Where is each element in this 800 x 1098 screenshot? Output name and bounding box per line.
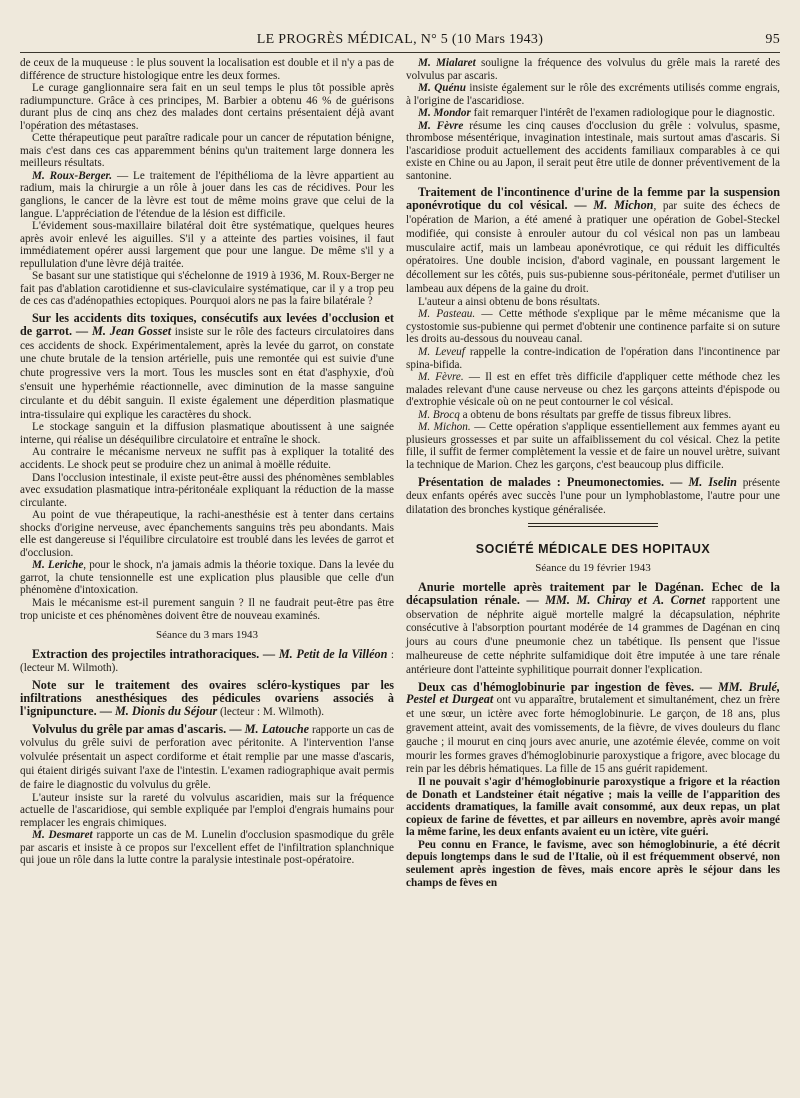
paragraph bbox=[406, 308, 780, 346]
paragraph: Il ne pouvait s'agir d'hémoglobinurie paroxystique a frigore et la réaction de Donath et Landsteiner était négative ; mais la veille de l'apparition des accidents dramatiques, la famille avait consommé, aux deux repas, un plat copieux de farine de févettes, et par ailleurs en novembre, après avoir mangé la même farine, les deux enfants avaient eu un ictère, vite guéri. bbox=[406, 776, 780, 839]
paragraph-text: , pour le shock, n'a jamais admis la théorie toxique. Dans la levée du garrot, la chute tensionnelle est une explication plus plausible que celle d'un phénomène d'intoxication. bbox=[20, 559, 394, 597]
heading-title: Traitement de l'incontinence d'urine de la femme par la suspension aponévrotique du col vésical. — bbox=[406, 185, 780, 213]
heading-title: Extraction des projectiles intrathoraciques. — bbox=[32, 646, 276, 661]
author-name: M. Desmaret bbox=[32, 829, 93, 842]
paragraph-text: présente deux enfants opérés avec succès l'une pour un lymphoblastome, l'autre pour une dilatation des bronches kystique généralisée. bbox=[406, 476, 780, 517]
paragraph: Se basant sur une statistique qui s'échelonne de 1919 à 1936, M. Roux-Berger ne fait pas d'ablation carotidienne et sus-claviculaire systématique, car il y a trop peu de ces cas d'adénopathies ectopiques. Pourquoi alors ne pas la faire bilatérale ? bbox=[20, 270, 394, 308]
author-name: M. Latouche bbox=[241, 721, 310, 736]
heading-title: Présentation de malades : Pneumonectomies. — bbox=[418, 474, 683, 489]
section-heading bbox=[406, 186, 780, 295]
paragraph-text: résume les cinq causes d'occlusion du grêle : volvulus, spasme, thrombose mésentérique, invagination intestinale, mais surtout amas d'ascaris. Si l'ascaridiose produit actuellement des accidents familiaux comparables à ce qui existe en Chine ou au Japon, il serait peut être utile de donner préventivement de la santonine. bbox=[406, 119, 780, 182]
paragraph-text: insiste également sur le rôle des excréments utilisés comme engrais, à l'origine de l'ascaridiose. bbox=[406, 82, 780, 107]
page-number: 95 bbox=[765, 32, 780, 47]
author-name: M. Pasteau. bbox=[418, 308, 476, 321]
paragraph: L'auteur a ainsi obtenu de bons résultats. bbox=[418, 295, 600, 308]
paragraph: Dans l'occlusion intestinale, il existe peut-être aussi des phénomènes semblables avec exsudation plasmatique intra-péritonéale expliquant la réduction de la masse circulante. bbox=[20, 471, 394, 509]
section-heading bbox=[20, 679, 394, 718]
paragraph bbox=[20, 559, 394, 597]
paragraph-text: (lecteur : M. Wilmoth). bbox=[217, 705, 325, 718]
session-date: Séance du 3 mars 1943 bbox=[155, 629, 259, 642]
paragraph-text: rapportent une observation de néphrite aiguë mortelle malgré la décapsulation, néphrite consécutive à l'absorption pourtant modérée de 14 grammes de Dagénan en cinq jours au cours d'une pneumonie chez un tabétique. Ils pensent que l'issue malheureuse de cette néphrite sulfamidique doit être imputée à une tare rénale antérieure dont l'atteinte syphilitique pourrait donner l'explication. bbox=[406, 594, 780, 676]
paragraph-text: — Cette méthode s'explique par le même mécanisme que la cystostomie sus-pubienne qui permet d'obtenir une continence parfaite si on suture les droits au-dessous du nouveau canal. bbox=[406, 308, 780, 346]
paragraph-text: a obtenu de bons résultats par greffe de tissus fibreux libres. bbox=[459, 408, 732, 421]
paragraph bbox=[406, 107, 780, 120]
paragraph bbox=[406, 409, 780, 422]
society-heading: SOCIÉTÉ MÉDICALE DES HOPITAUX bbox=[475, 541, 711, 556]
paragraph: L'auteur insiste sur la rareté du volvulus ascaridien, mais sur la fréquence actuelle de l'ascaridiose, qui semble expliquée par l'emploi d'engrais humains pour remplacer les engrais chimiques. bbox=[20, 791, 394, 829]
paragraph: Peu connu en France, le favisme, avec son hémoglobinurie, a été décrit depuis longtemps dans le sud de l'Italie, où il est fréquemment observé, non seulement après ingestion de fèves, mais encore après le séjour dans les champs de fèves en bbox=[406, 838, 780, 889]
paragraph: Au point de vue thérapeutique, la rachi-anesthésie est à tenter dans certains shocks d'origine nerveuse, avec épanchements sanguins très peu abondants. Mais elle est dangereuse si l'équilibre circulatoire est troublé dans les levées de garrot et d'occlusion. bbox=[20, 509, 394, 559]
author-name: M. Mondor bbox=[418, 107, 471, 120]
author-name: M. Roux-Berger. bbox=[32, 169, 113, 182]
paragraph-text: rapporte un cas de volvulus du grêle suivi de perforation avec péritonite. A l'intervention l'anse volvulée présentait un aspect cordiforme et était remplie par une masse d'ascaris, qui étaient dirigés suivant l'axe de l'intestin. L'examen radiographique avait permis de faire le diagnostic du volvulus du grêle. bbox=[20, 723, 394, 791]
author-name: M. Jean Gosset bbox=[91, 323, 172, 338]
left-column bbox=[20, 57, 394, 889]
paragraph-text: : (lecteur M. Wilmoth). bbox=[20, 648, 395, 675]
author-name: M. Iselin bbox=[682, 474, 737, 489]
page bbox=[20, 28, 780, 889]
author-name: M. Leriche bbox=[32, 559, 84, 572]
paragraph: L'évidement sous-maxillaire bilatéral doit être systématique, quelques heures après avoir enlevé les aiguilles. S'il y a atteinte des parties voisines, il faut immédiatement opérer aussi largement que pour une langue. De même s'il y a repullulation d'une lèvre déjà traitée. bbox=[20, 220, 394, 270]
columns bbox=[20, 57, 780, 889]
paragraph-text: rappelle la contre-indication de l'opération dans l'incontinence par spina-bifida. bbox=[406, 346, 780, 371]
author-name: M. Fèvre. bbox=[418, 371, 464, 384]
paragraph-text: — Cette opération s'applique essentiellement aux femmes ayant eu plusieurs grossesses et par suite un affaiblissement du col vésical. Chez la petite fille, il suffit de fermer complètement la vessie et de faire un nouvel urètre, suivant la technique de Marion. Chez les garçons, c'est beaucoup plus difficile. bbox=[406, 421, 780, 471]
journal-title: LE PROGRÈS MÉDICAL, N° 5 (10 Mars 1943) bbox=[256, 32, 544, 47]
paragraph-text: fait remarquer l'intérêt de l'examen radiologique pour le diagnostic. bbox=[470, 107, 775, 120]
paragraph-text: rapporte un cas de M. Lunelin d'occlusion spasmodique du grêle par ascaris et insiste à ce propos sur l'excellent effet de l'infiltration splanchnique qui joue un rôle dans la lutte contre la paralysie intestinale post-opératoire. bbox=[20, 829, 394, 867]
paragraph-text: souligne la fréquence des volvulus du grêle mais la rareté des volvulus par ascaris. bbox=[406, 57, 780, 82]
session-date: Séance du 19 février 1943 bbox=[535, 562, 651, 575]
paragraph: Le curage ganglionnaire sera fait en un seul temps le plus tôt possible après radiumpuncture. Grâce à ces principes, M. Barbier a obtenu 46 % de guérisons durant plus de cinq ans chez des malades dont certains présentaient déjà avant l'opération des métastases. bbox=[20, 82, 394, 132]
paragraph-text: ont vu apparaître, brutalement et simultanément, chez un frère et une sœur, un ictère avec forte hémoglobinurie. Le garçon, de 18 ans, plus gravement atteint, avait des vomissements, de la fièvre, de vives douleurs du flanc gauche ; il mourut en cinq jours avec anurie, une azotémie élevée, comme on voit mourir les formes graves d'hémoglobinurie paroxystique a frigore, avec blocage du rein par les débris hématiques. La fille de 15 ans guérit rapidement. bbox=[406, 694, 780, 776]
running-header bbox=[20, 28, 780, 50]
paragraph: Cette thérapeutique peut paraître radicale pour un cancer de réputation bénigne, mais c'est dans ces cas apparemment bénins qu'un traitement large donnera les meilleurs résultats. bbox=[20, 132, 394, 170]
author-name: M. Michon bbox=[586, 198, 654, 213]
author-name: M. Fèvre bbox=[418, 119, 464, 132]
paragraph-text: — Il est en effet très difficile d'appliquer cette méthode chez les malades relevant d'une cause nerveuse ou chez les garçons atteints d'épispode ou d'extrophie vésicale où on ne peut contourner le col vésical. bbox=[406, 371, 780, 409]
paragraph bbox=[406, 82, 780, 107]
paragraph: Au contraire le mécanisme nerveux ne suffit pas à expliquer la totalité des accidents. Le shock peut se produire chez un animal à moëlle réduite. bbox=[20, 446, 394, 471]
paragraph bbox=[406, 57, 780, 82]
paragraph: Mais le mécanisme est-il purement sanguin ? Il ne faudrait peut-être pas être trop uniciste et ces phénomènes doivent être de nouveau examinés. bbox=[20, 596, 394, 622]
paragraph bbox=[20, 170, 394, 220]
author-name: M. Quénu bbox=[418, 82, 466, 95]
section-heading bbox=[20, 648, 394, 676]
paragraph: Le stockage sanguin et la diffusion plasmatique aboutissent à une saignée interne, qui réalise un déséquilibre circulatoire et entraîne le shock. bbox=[20, 421, 394, 446]
section-divider bbox=[528, 523, 658, 527]
author-name: MM. M. Chiray et A. Cornet bbox=[538, 592, 706, 607]
author-name: M. Leveuf bbox=[418, 346, 465, 359]
heading-title: Volvulus du grêle par amas d'ascaris. — bbox=[32, 721, 242, 736]
paragraph bbox=[20, 829, 394, 867]
paragraph bbox=[406, 120, 780, 183]
author-name: MM. Brulé, Pestel et Durgeat bbox=[406, 679, 780, 707]
paragraph-text: — Le traitement de l'épithélioma de la lèvre appartient au radium, mais la chirurgie a un rôle à jouer dans les cas de récidives. Pour les ganglions, le cancer de la lèvre est tout de même moins grave que celui de la langue. L'appréciation de l'étendue de la lésion est difficile. bbox=[20, 169, 394, 220]
paragraph: de ceux de la muqueuse : le plus souvent la localisation est double et il n'y a pas de différence de structure histologique entre les deux formes. bbox=[20, 57, 394, 82]
header-rule bbox=[20, 52, 780, 53]
paragraph bbox=[406, 421, 780, 471]
paragraph bbox=[406, 371, 780, 409]
heading-title: Note sur le traitement des ovaires scléro-kystiques par les infiltrations anesthésiques des pédicules ovariens associés à l'ignipuncture. — bbox=[20, 678, 394, 718]
section-heading bbox=[20, 723, 394, 792]
author-name: M. Brocq bbox=[418, 408, 460, 421]
paragraph-text: , par suite des échecs de l'opération de Marion, a été amené à pratiquer une opération de Gobel-Steckel modifiée, qui consiste à enrouler autour du col vésical non pas un lambeau musculaire actif, mais un lambeau aponévrotique, ce qui réduit les difficultés opératoires. Une double incision, d'abord vaginale, en poussant largement le décollement sur les côtés, puis sus-pubienne sous-péritonéale, permet d'utiliser un lambeau aux dépens de la gaine du droit. bbox=[406, 200, 780, 296]
paragraph bbox=[406, 346, 780, 371]
author-name: M. Mialaret bbox=[418, 57, 476, 69]
author-name: M. Petit de la Villéon bbox=[275, 646, 388, 661]
section-heading bbox=[406, 581, 780, 677]
paragraph-text: insiste sur le rôle des facteurs circulatoires dans ces accidents de shock. Expérimentalement, après la levée du garrot, on constate une chute brutale de la tension artérielle, puis une remontée qui est suivie d'une chute progressive vers la mort. Tous les muscles sont en état d'asphyxie, d'où s'ensuit une hyperhémie réactionnelle, avec diminution de la masse sanguine circulante et du débit sanguin. Il existe également une déperdition plasmatique intra-tissulaire qui explique les caractères du shock. bbox=[20, 325, 394, 421]
section-heading bbox=[406, 681, 780, 777]
right-column bbox=[406, 57, 780, 889]
heading-title: Deux cas d'hémoglobinurie par ingestion de fèves. — bbox=[418, 679, 713, 694]
heading-title: Anurie mortelle après traitement par le Dagénan. Echec de la décapsulation rénale. — bbox=[406, 579, 780, 607]
section-heading bbox=[406, 476, 780, 517]
section-heading: Sur les accidents dits toxiques, consécutifs aux levées d'occlusion et de garrot. — M. Jean Gosset insiste sur le rôle des facteurs circulatoires dans ces accidents de shock. Expérimentalement, après la levée du garrot, on constate une chute brutale de la tension artérielle, puis une remontée qui est suivie d'une chute progressive vers la mort. Tous les muscles sont en état d'asphyxie, d'où s'ensuit une hyperhémie réactionnelle, avec diminution de la masse sanguine circulante et du débit sanguin. Il existe également une déperdition plasmatique intra-tissulaire qui explique les caractères du shock. bbox=[20, 310, 394, 421]
author-name: M. Michon. bbox=[418, 421, 471, 434]
author-name: M. Dionis du Séjour bbox=[111, 703, 218, 718]
heading-title: Sur les accidents dits toxiques, consécutifs aux levées d'occlusion et de garrot. bbox=[20, 310, 394, 338]
